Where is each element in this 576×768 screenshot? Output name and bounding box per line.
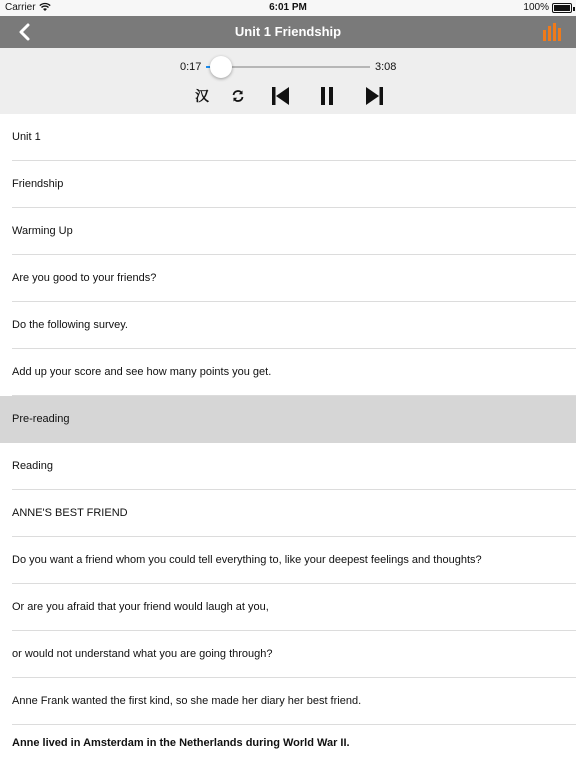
sentence-row[interactable] bbox=[0, 208, 576, 255]
translation-toggle-button[interactable]: 汉 bbox=[195, 89, 209, 105]
sentence-row[interactable] bbox=[0, 584, 576, 631]
sentence-row[interactable] bbox=[0, 678, 576, 725]
sentence-row[interactable] bbox=[0, 349, 576, 396]
equalizer-icon[interactable] bbox=[542, 23, 562, 41]
current-time: 0:17 bbox=[180, 61, 202, 73]
page-title: Unit 1 Friendship bbox=[234, 24, 342, 39]
sentence-row[interactable] bbox=[0, 490, 576, 537]
sentence-text: Friendship bbox=[12, 178, 64, 190]
next-track-icon[interactable] bbox=[363, 86, 387, 106]
sentence-text: Or are you afraid that your friend would laugh at you, bbox=[12, 601, 269, 613]
sentence-row[interactable] bbox=[0, 443, 576, 490]
sentence-row[interactable] bbox=[0, 537, 576, 584]
sentence-text: Do the following survey. bbox=[12, 319, 128, 331]
sentence-row[interactable] bbox=[0, 725, 576, 768]
progress-thumb[interactable] bbox=[210, 56, 232, 78]
repeat-icon[interactable] bbox=[228, 86, 248, 106]
navigation-bar bbox=[0, 16, 576, 48]
sentence-text: Unit 1 bbox=[12, 131, 41, 143]
sentence-text: ANNE'S BEST FRIEND bbox=[12, 507, 128, 519]
clock: 6:01 PM bbox=[269, 2, 307, 13]
total-time: 3:08 bbox=[375, 61, 397, 73]
sentence-text: Reading bbox=[12, 460, 53, 472]
sentence-text: Warming Up bbox=[12, 225, 73, 237]
pause-icon[interactable] bbox=[316, 86, 338, 106]
sentence-text: Add up your score and see how many points you get. bbox=[12, 366, 272, 378]
battery-icon bbox=[552, 3, 572, 13]
sentence-row[interactable] bbox=[0, 396, 576, 443]
sentence-row[interactable] bbox=[0, 255, 576, 302]
sentence-text: Anne Frank wanted the first kind, so she made her diary her best friend. bbox=[12, 695, 362, 707]
battery-percent: 100% bbox=[523, 2, 549, 13]
sentence-text: or would not understand what you are going through? bbox=[12, 648, 273, 660]
previous-track-icon[interactable] bbox=[268, 86, 292, 106]
sentence-row[interactable] bbox=[0, 302, 576, 349]
sentence-row[interactable] bbox=[0, 114, 576, 161]
status-bar bbox=[0, 0, 576, 16]
sentence-list bbox=[0, 114, 576, 768]
sentence-text: Do you want a friend whom you could tell everything to, like your deepest feelings and thoughts? bbox=[12, 554, 482, 566]
sentence-row[interactable] bbox=[0, 631, 576, 678]
sentence-text: Are you good to your friends? bbox=[12, 272, 157, 284]
carrier-label: Carrier bbox=[5, 2, 36, 13]
sentence-text: Pre-reading bbox=[12, 413, 70, 425]
sentence-text: Anne lived in Amsterdam in the Netherlands during World War II. bbox=[12, 737, 350, 749]
sentence-row[interactable] bbox=[0, 161, 576, 208]
audio-player bbox=[0, 48, 576, 114]
